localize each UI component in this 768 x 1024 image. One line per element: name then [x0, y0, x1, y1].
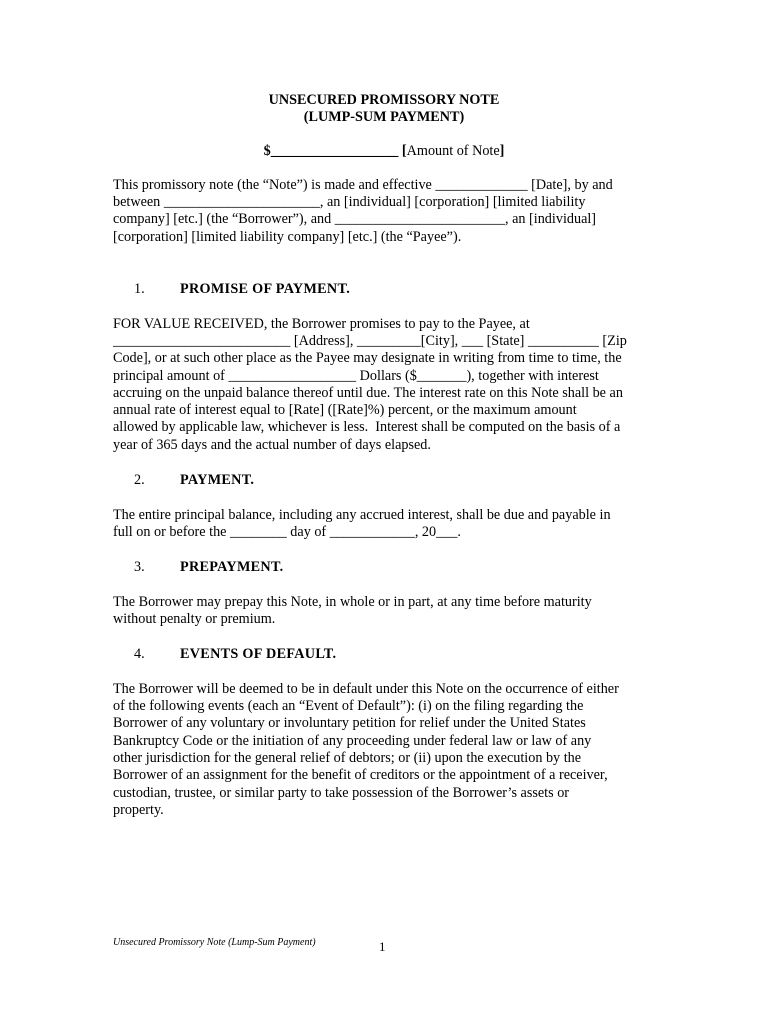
amount-bracket-open: [ [401, 143, 407, 159]
section-number: 2. [134, 472, 145, 488]
section-body-line: without penalty or premium. [113, 611, 276, 627]
footer-page-number: 1 [379, 939, 386, 954]
amount-label: Amount of Note [406, 143, 500, 159]
section-body-line: The Borrower may prepay this Note, in whole or in part, at any time before maturity [113, 594, 592, 610]
section-heading: EVENTS OF DEFAULT. [180, 646, 337, 662]
section-heading: PROMISE OF PAYMENT. [180, 281, 351, 297]
section-body-line: full on or before the ________ day of ____________, 20___. [113, 524, 461, 540]
intro-line: company] [etc.] (the “Borrower”), and ________________________, an [individual] [113, 211, 597, 227]
document-title-line-1: UNSECURED PROMISSORY NOTE [268, 92, 500, 108]
intro-line: [corporation] [limited liability company] [etc.] (the “Payee”). [113, 229, 462, 245]
footer-document-title: Unsecured Promissory Note (Lump-Sum Payment) [113, 937, 316, 948]
amount-blank: $__________________ [263, 143, 399, 159]
section-body-line: principal amount of __________________ Dollars ($_______), together with interest [113, 368, 599, 384]
amount-of-note-line [0, 143, 768, 160]
section-heading: PAYMENT. [180, 472, 255, 488]
amount-bracket-close: ] [499, 143, 505, 159]
section-heading: PREPAYMENT. [180, 559, 284, 575]
section-number: 1. [134, 281, 145, 297]
section-body-line: custodian, trustee, or similar party to take possession of the Borrower’s assets or [113, 785, 570, 801]
section-body-line: FOR VALUE RECEIVED, the Borrower promises to pay to the Payee, at [113, 316, 530, 332]
section-body-line: accruing on the unpaid balance thereof until due. The interest rate on this Note shall be an [113, 385, 623, 401]
section-body-line: year of 365 days and the actual number of days elapsed. [113, 437, 431, 453]
document-title-line-2: (LUMP-SUM PAYMENT) [303, 109, 465, 125]
intro-line: This promissory note (the “Note”) is made and effective _____________ [Date], by and [113, 177, 613, 193]
section-body-line: Code], or at such other place as the Payee may designate in writing from time to time, the [113, 350, 622, 366]
section-body-line: _________________________ [Address], _________[City], ___ [State] __________ [Zip [113, 333, 627, 349]
section-body-line: Bankruptcy Code or the initiation of any proceeding under federal law or law of any [113, 733, 592, 749]
section-body-line: Borrower of an assignment for the benefit of creditors or the appointment of a receiver, [113, 767, 608, 783]
section-body-line: Borrower of any voluntary or involuntary petition for relief under the United States [113, 715, 586, 731]
section-body-line: The entire principal balance, including any accrued interest, shall be due and payable in [113, 507, 611, 523]
section-body-line: property. [113, 802, 164, 818]
intro-line: between ______________________, an [individual] [corporation] [limited liability [113, 194, 586, 210]
section-number: 4. [134, 646, 145, 662]
section-number: 3. [134, 559, 145, 575]
section-body-line: of the following events (each an “Event of Default”): (i) on the filing regarding the [113, 698, 584, 714]
section-body-line: The Borrower will be deemed to be in default under this Note on the occurrence of either [113, 681, 619, 697]
section-body-line: annual rate of interest equal to [Rate] ([Rate]%) percent, or the maximum amount [113, 402, 577, 418]
section-body-line: allowed by applicable law, whichever is less. Interest shall be computed on the basis of a [113, 419, 621, 435]
section-body-line: other jurisdiction for the general relief of debtors; or (ii) upon the execution by the [113, 750, 582, 766]
